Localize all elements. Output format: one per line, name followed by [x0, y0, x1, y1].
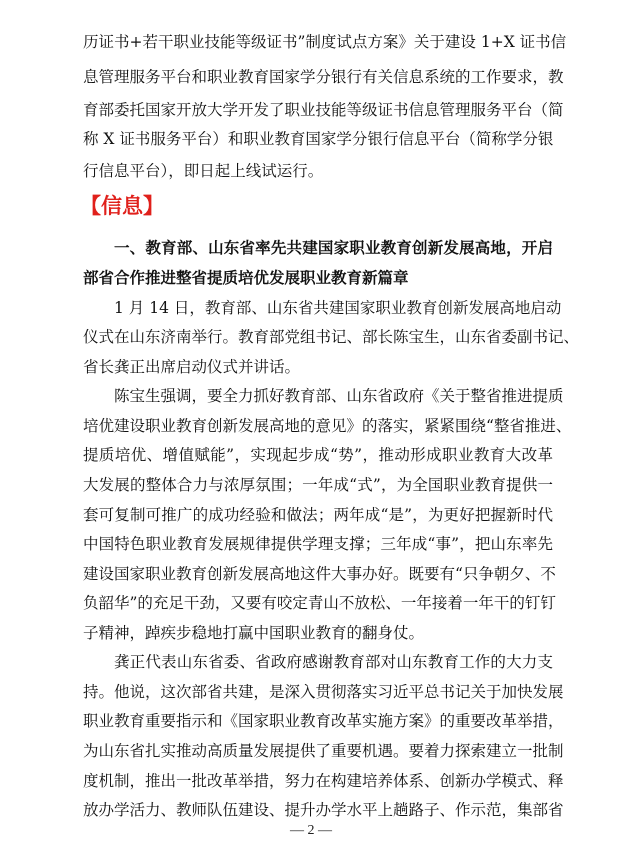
paragraph-2-line-4: 大发展的整体合力与浓厚氛围；一年成“式”，为全国职业教育提供一: [83, 476, 553, 494]
paragraph-3-line-2: 持。他说，这次部省共建，是深入贯彻落实习近平总书记关于加快发展: [83, 683, 564, 701]
heading-line-1: 一、教育部、山东省率先共建国家职业教育创新发展高地，开启: [114, 238, 553, 257]
paragraph-3-line-6: 放办学活力、教师队伍建设、提升办学水平上趟路子、作示范，集部省: [83, 801, 564, 819]
intro-line-5: 行信息平台），即日起上线试运行。: [83, 162, 324, 180]
heading-line-2: 部省合作推进整省提质培优发展职业教育新篇章: [83, 268, 409, 287]
paragraph-3-line-1: 龚正代表山东省委、省政府感谢教育部对山东教育工作的大力支: [114, 653, 553, 671]
section-title: 【信息】: [80, 194, 164, 218]
intro-line-2: 息管理服务平台和职业教育国家学分银行有关信息系统的工作要求，教: [83, 68, 564, 86]
paragraph-1-line-1: 1 月 14 日，教育部、山东省共建国家职业教育创新发展高地启动: [114, 299, 562, 317]
paragraph-2-line-2: 培优建设职业教育创新发展高地的意见》的落实，紧紧围绕“整省推进、: [83, 417, 572, 435]
paragraph-2-line-7: 建设国家职业教育创新发展高地这件大事办好。既要有“只争朝夕、不: [83, 565, 556, 583]
paragraph-3-line-3: 职业教育重要指示和《国家职业教育改革实施方案》的重要改革举措，: [83, 712, 564, 730]
intro-line-4: 称 X 证书服务平台）和职业教育国家学分银行信息平台（简称学分银: [83, 130, 554, 148]
intro-line-3: 育部委托国家开放大学开发了职业技能等级证书信息管理服务平台（简: [83, 101, 564, 119]
page-number: — 2 —: [290, 823, 332, 838]
paragraph-2-line-6: 中国特色职业教育发展规律提供学理支撑；三年成“事”，把山东率先: [83, 535, 553, 553]
paragraph-2-line-9: 子精神，踔疾步稳地打赢中国职业教育的翻身仗。: [83, 624, 425, 642]
paragraph-2-line-8: 负韶华”的充足干劲，又要有咬定青山不放松、一年接着一年干的钉钉: [83, 594, 556, 612]
paragraph-1-line-3: 省长龚正出席启动仪式并讲话。: [83, 358, 301, 376]
paragraph-2-line-1: 陈宝生强调，要全力抓好教育部、山东省政府《关于整省推进提质: [114, 387, 564, 405]
paragraph-2-line-3: 提质培优、增值赋能”，实现起步成“势”，推动形成职业教育大改革: [83, 446, 553, 464]
paragraph-1-line-2: 仪式在山东济南举行。教育部党组书记、部长陈宝生，山东省委副书记、: [83, 328, 580, 346]
paragraph-2-line-5: 套可复制可推广的成功经验和做法；两年成“是”，为更好把握新时代: [83, 506, 553, 524]
intro-line-1: 历证书+若干职业技能等级证书”制度试点方案》关于建设 1+X 证书信: [83, 33, 567, 51]
paragraph-3-line-5: 度机制，推出一批改革举措，努力在构建培养体系、创新办学模式、释: [83, 772, 564, 790]
paragraph-3-line-4: 为山东省扎实推动高质量发展提供了重要机遇。要着力探索建立一批制: [83, 742, 564, 760]
